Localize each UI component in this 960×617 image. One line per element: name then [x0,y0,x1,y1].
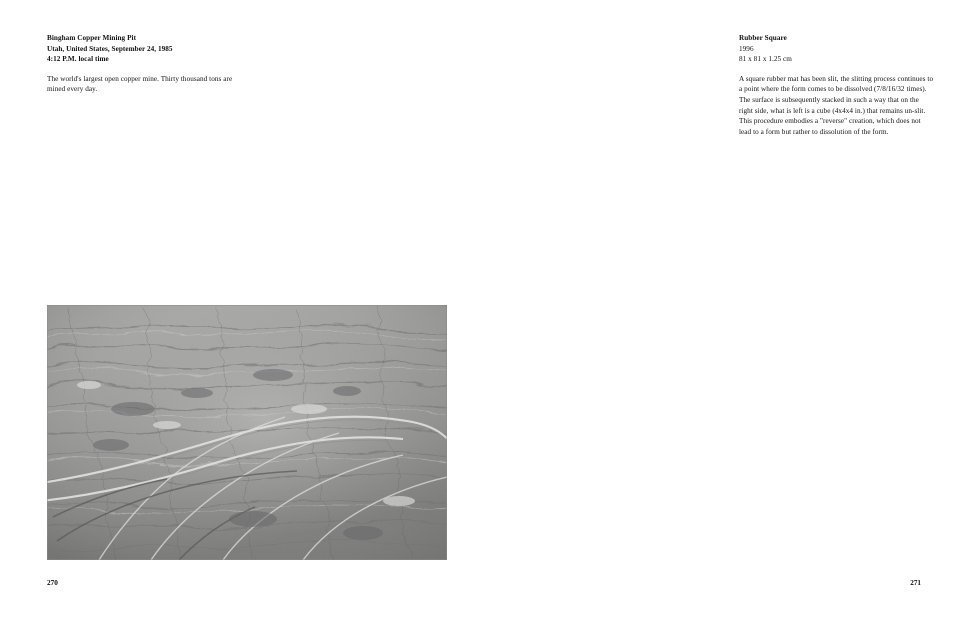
folio-left: 270 [47,579,58,587]
caption-left-location: Utah, United States, September 24, 1985 [47,44,173,53]
caption-right-dimensions: 81 x 81 x 1.25 cm [739,55,792,64]
page-right [480,0,960,617]
caption-right-body: A square rubber mat has been slit, the slitting process continues to a point where the form comes to be dissolved (7/8/16/32 times). The surface is subsequently stacked in such a way that on the right side, what is left is a cube (4x4x4 in.) that remains un-slit. This procedure embodies a "reverse" creation, which does not lead to a form but rather to dissolution of the form. [739,74,934,136]
caption-right-title: Rubber Square [739,34,787,42]
caption-left-heading [47,33,247,65]
caption-right [739,33,934,137]
caption-left-title: Bingham Copper Mining Pit [47,34,137,42]
caption-right-heading [739,33,934,44]
plate-left-mine-photo [47,305,447,560]
caption-left [47,33,247,95]
caption-left-time: 4:12 P.M. local time [47,55,109,64]
caption-right-meta [739,44,934,65]
folio-right: 271 [910,579,921,587]
caption-right-year: 1996 [739,44,754,53]
caption-left-body: The world's largest open copper mine. Thirty thousand tons are mined every day. [47,74,233,94]
